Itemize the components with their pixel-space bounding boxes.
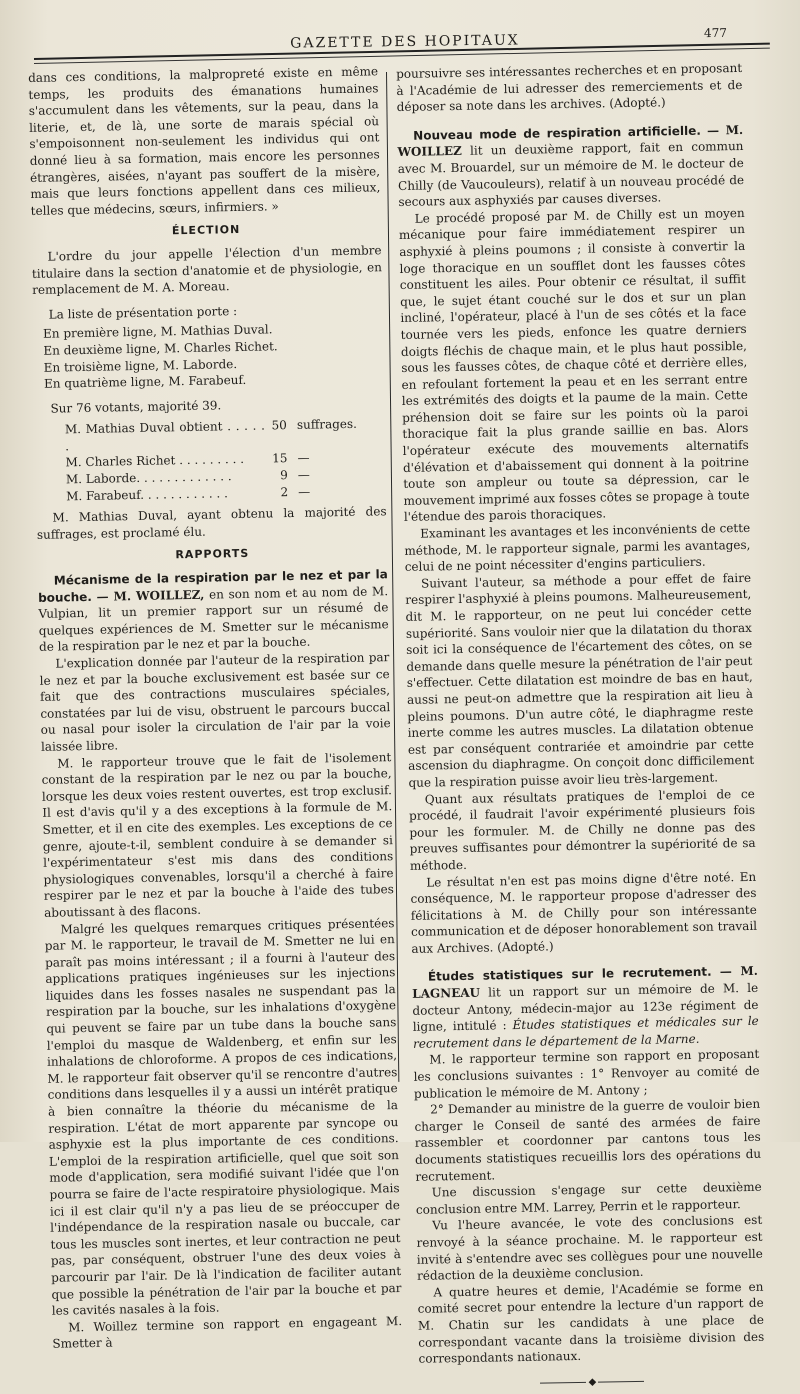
article-lead-text: en son nom et au nom de M. Vulpian, lit un premier rapport sur un résumé de quelques expériences de M. Smetter sur le mécanisme de la respiration par le nez et par la bouche. (38, 583, 389, 655)
votes-intro: Sur 76 votants, majorité 39. (50, 398, 222, 416)
article-paragraph: A quatre heures et demie, l'Académie se forme en comité secret pour entendre la lecture d'un rapport de M. Chatin sur les candidats à une place de correspondant vacante dans la troisième division des correspondants nationaux. (417, 1279, 765, 1366)
article-lead (412, 963, 759, 1052)
article-paragraph: Examinant les avantages et les inconvénients de cette méthode, M. le rapporteur signale, parmi les avantages, celui de ne point nécessiter d'engins particuliers. (404, 520, 751, 575)
presentation-item: En quatrième ligne, M. Farabeuf. (43, 372, 247, 391)
vote-candidate: M. Farabeuf. . . . . . . . . . . . (66, 485, 229, 504)
vote-candidate: M. Mathias Duval obtient . . . . . . (64, 418, 266, 454)
reports-heading: RAPPORTS (175, 547, 250, 562)
article-author: — M. WOILLEZ, (96, 587, 205, 604)
flourish-ornament: ◆ (588, 1376, 596, 1388)
article-paragraph: L'explication donnée par l'auteur de la respiration par le nez et par la bouche exclusivement est basée sur ce fait que des contractions musculaires spéciales, constatées par lui de visu, obstruent le parcours buccal ou nasal pour isoler la circulation de l'air par la voie laissée libre. (39, 650, 391, 754)
presentation-list (33, 320, 384, 393)
intro-paragraph: dans ces conditions, la malpropreté existe en même temps, les produits des émanations humaines s'accumulent dans les vêtements, sur la peau, dans la literie, et, de là, une sorte de marais spécial où s'empoisonnent non-seulement les individus qui ont donné lieu à sa formation, mais encore les personnes étrangères, aisées, n'ayant pas souffert de la misère, mais que leurs fonctions appellent dans ces milieux, telles que médecins, sœurs, infirmiers. » (28, 64, 381, 218)
article-paragraph: Quant aux résultats pratiques de l'emploi de ce procédé, il faudrait l'avoir expérimenté plusieurs fois pour les formuler. M. de Chilly ne donne pas des preuves suffisantes pour démontrer la supériorité de sa méthode. (408, 786, 756, 873)
left-column (28, 63, 403, 1352)
article-cited-title: Études statistiques et médicales sur le recrutement dans le département de la Marne. (412, 1014, 759, 1051)
vote-unit: — (298, 484, 311, 499)
article-lead (397, 122, 744, 211)
flourish-line (540, 1382, 586, 1384)
article-lead-text: lit un deuxième rapport, fait en commun avec M. Brouardel, sur un mémoire de M. le docteur de Chilly (de Vaucouleurs), relatif à un nouveau procédé de secours aux asphyxiés par causes diverses. (397, 139, 745, 210)
article-paragraph: M. le rapporteur trouve que le fait de l'isolement constant de la respiration par le nez ou par la bouche, lorsque les deux voies restent ouvertes, est trop exclusif. Il est d'avis qu'il y a des exceptions à la formule de M. Smetter, et il en cite des exemples. Les exceptions de ce genre, ajoute-t-il, semblent conduire à se demander si l'expérimentateur s'est mis dans des conditions physiologiques convenables, lorsqu'il a cherché à faire respirer par le nez et par la bouche à l'aide des tubes aboutissant à des flacons. (41, 749, 394, 920)
article-paragraph: Malgré les quelques remarques critiques présentées par M. le rapporteur, le travail de M. Smetter ne lui en paraît pas moins intéressant ; il a fourni à l'auteur des applications pratiques ingénieuses sur les injections liquides dans les fosses nasales ne suspendant pas la respiration par la bouche, sur les inhalations d'oxygène qui peuvent se faire par un tube dans la bouche sans l'emploi du masque de Waldenberg, et enfin sur les inhalations de chloroforme. A propos de ces indications, M. le rapporteur fait observer qu'il se rencontre d'autres conditions dans lesquelles il y a aussi un intérêt pratique à bien connaître la théorie du mécanisme de la respiration. L'état de mort apparente par syncope ou asphyxie est la plus importante de ces conditions. L'emploi de la respiration artificielle, quel que soit son mode d'application, sera modifié suivant l'idée que l'on pourra se faire de l'acte respiratoire physiologique. Mais ici il est clair qu'il n'y a pas lieu de se préoccuper de l'indépendance de la respiration nasale ou buccale, car tous les muscles sont inertes, et leur contraction ne peut pas, par conséquent, obstruer l'une des deux voies à parcourir par l'air. De là l'indication de faciliter autant que possible la pénétration de l'air par la bouche et par les cavités nasales à la fois. (44, 915, 402, 1318)
article-paragraph: Suivant l'auteur, sa méthode a pour effet de faire respirer l'asphyxié à pleins poumons. Malheureusement, dit M. le rapporteur, on ne peut lui concéder cette supériorité. Sans vouloir nier que la dilatation du thorax soit ici la conséquence de l'écartement des côtes, on se demande dans quelle mesure la pénétration de l'air peut s'effectuer. Cette dilatation est moindre de bas en haut, aussi ne peut-on admettre que la respiration ait lieu à pleins poumons. D'un autre côté, le diaphragme reste inerte comme les autres muscles. La dilatation obtenue est par conséquent contrariée et amoindrie par cette ascension du diaphragme. On conçoit donc difficilement que la respiration puisse avoir lieu très-largement. (405, 570, 755, 790)
election-heading: ÉLECTION (171, 223, 241, 238)
vote-unit: suffrages. (296, 417, 358, 433)
presentation-item: En troisième ligne, M. Laborde. (43, 356, 238, 375)
article-title: Nouveau mode de respiration artificielle. (413, 123, 701, 143)
vote-count: 2 (280, 484, 289, 499)
vote-candidate: M. Laborde. . . . . . . . . . . . . (65, 469, 232, 487)
article-paragraph: Vu l'heure avancée, le vote des conclusions est renvoyé à la séance prochaine. M. le rapporteur est invité à s'entendre avec ses collègues pour une nouvelle rédaction de la deuxième conclusion. (416, 1213, 763, 1283)
right-column (396, 60, 765, 1394)
votes-table (35, 415, 387, 505)
article-paragraph: 2° Demander au ministre de la guerre de vouloir bien charger le Conseil de santé des armées de faire rassembler et coordonner par cantons tous les documents statistiques recueillis lors des opérations du recrutement. (414, 1097, 762, 1184)
article-paragraph: M. Woillez termine son rapport en engageant M. Smetter à (52, 1313, 403, 1352)
end-flourish (532, 1373, 652, 1392)
article-paragraph: M. le rapporteur termine son rapport en proposant les conclusions suivantes : 1° Renvoyer au comité de publication le mémoire de M. Antony ; (413, 1047, 760, 1101)
vote-count: 50 (271, 418, 288, 433)
presentation-item: En première ligne, M. Mathias Duval. (42, 322, 273, 342)
flourish-line (598, 1381, 644, 1383)
election-intro: L'ordre du jour appelle l'élection d'un membre titulaire dans la section d'anatomie et de physiologie, en remplacement de M. A. Moreau. (31, 243, 382, 298)
article-lead (38, 566, 390, 656)
vote-unit: — (297, 467, 310, 482)
article-paragraph: Le procédé proposé par M. de Chilly est un moyen mécanique pour faire immédiatement respirer un asphyxié à pleins poumons ; il consiste à convertir la loge thoracique en un soufflet dont les fausses côtes constituent les ailes. Pour obtenir ce résultat, il suffit que, le sujet étant couché sur le dos et sur un plan incliné, l'opérateur, placé à l'un de ses côtés et la face tournée vers les pieds, enfonce les quatre derniers doigts fléchis de chaque main, et le plus haut possible, sous les fausses côtes, de chaque côté et derrière elles, en refoulant fortement la peau et en les serrant entre les extrémités des doigts et la paume de la main. Cette préhension doit se faire sur les points où la paroi thoracique fait la plus grande saillie en bas. Alors l'opérateur exécute des mouvements alternatifs d'élévation et d'abaissement qui donnent à la poitrine toute son ampleur ou toute sa dépression, car le mouvement imprimé aux fosses côtes se propage à toute l'étendue des parois thoraciques. (398, 205, 750, 525)
article-lead-text: lit un rapport sur un mémoire de M. le docteur Antony, médecin-major au 123e régiment de ligne, intitulé : (412, 980, 759, 1035)
article-author: — M. WOILLEZ (397, 122, 744, 160)
running-header: GAZETTE DES HOPITAUX (290, 32, 520, 52)
page-number: 477 (703, 25, 728, 41)
presentation-intro: La liste de présentation porte : (48, 303, 238, 322)
vote-candidate: M. Charles Richet . . . . . . . . . (65, 452, 245, 470)
continuation-paragraph: poursuivre ses intéressantes recherches et en proposant à l'Académie de lui adresser des remerciements et de déposer sa note dans les archives. (Adopté.) (396, 60, 743, 115)
vote-row (35, 415, 386, 455)
article-paragraph: Le résultat n'en est pas moins digne d'être noté. En conséquence, M. le rapporteur propose d'adresser des félicitations à M. de Chilly pour son intéressante communication et de déposer honorablement son travail aux Archives. (Adopté.) (410, 869, 758, 956)
article-author: — M. LAGNEAU (412, 964, 758, 1001)
election-result: M. Mathias Duval, ayant obtenu la majorité des suffrages, est proclamé élu. (36, 504, 387, 542)
vote-unit: — (297, 451, 310, 466)
article-title: Mécanisme de la respiration par le nez et par la bouche. (37, 567, 388, 605)
vote-count: 15 (272, 451, 288, 466)
article-paragraph: Une discussion s'engage sur cette deuxième conclusion entre MM. Larrey, Perrin et le rapporteur. (415, 1179, 762, 1217)
article-title: Études statistiques sur le recrutement. (427, 965, 712, 985)
presentation-item: En deuxième ligne, M. Charles Richet. (43, 339, 278, 358)
vote-count: 9 (280, 468, 288, 483)
